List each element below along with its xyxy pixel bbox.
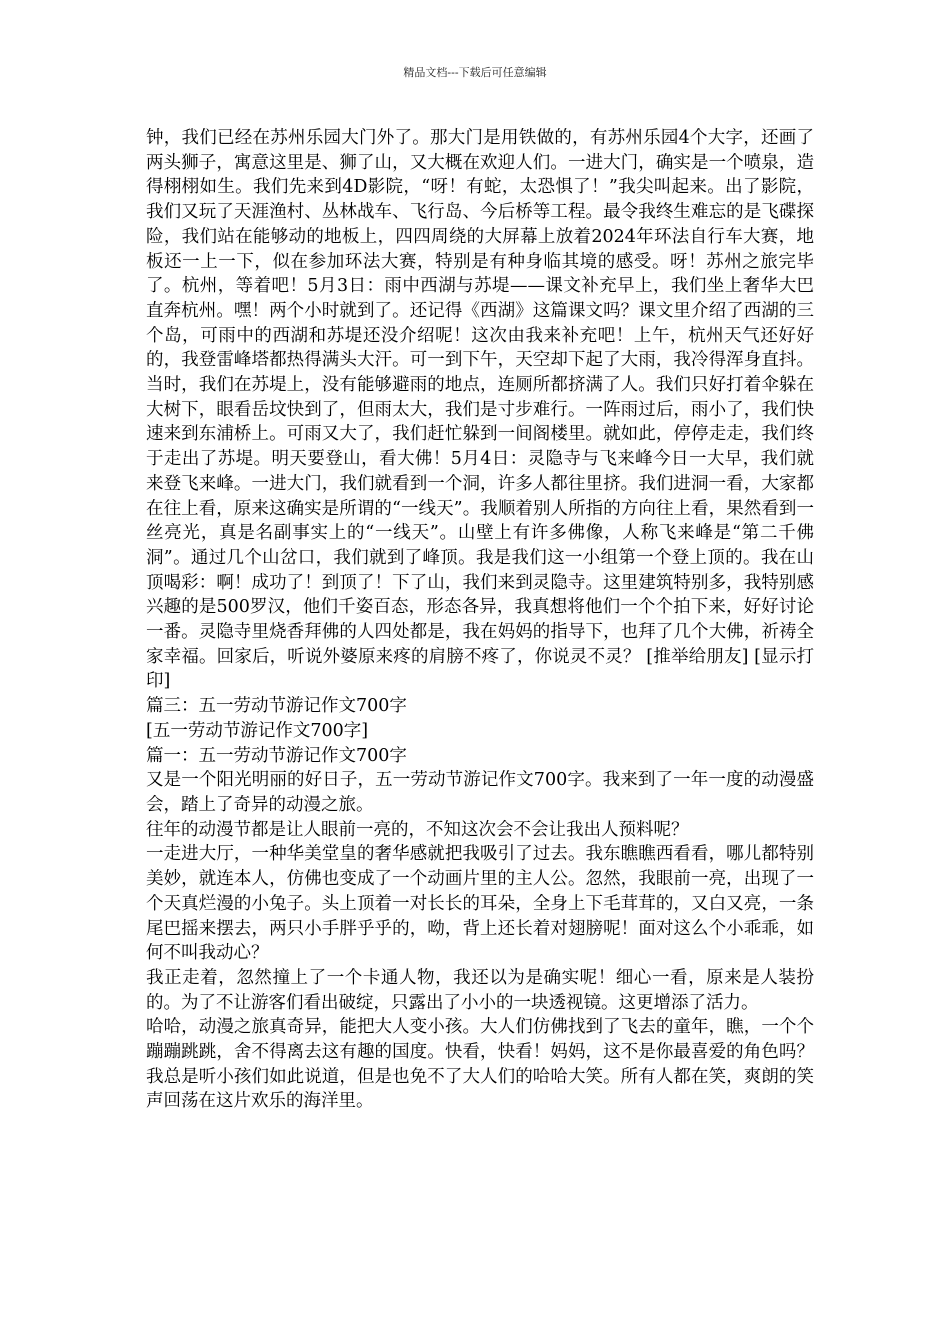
body-paragraph-cartoon: 我正走着，忽然撞上了一个卡通人物，我还以为是确实呢！细心一看，原来是人装扮的。为了不让游客们看出破绽，只露出了小小的一块透视镜。这更增添了活力。 (146, 967, 814, 1013)
bracketed-title: [五一劳动节游记作文700字] (146, 720, 369, 741)
body-paragraph-ending: 哈哈，动漫之旅真奇异，能把大人变小孩。大人们仿佛找到了飞去的童年，瞧，一个个蹦蹦跳跳，舍不得离去这有趣的国度。快看，快看！妈妈，这不是你最喜爱的角色吗？我总是听小孩们如此说道，但是也免不了大人们的哈哈大笑。所有人都在笑，爽朗的笑声回荡在这片欢乐的海洋里。 (146, 1017, 814, 1112)
body-paragraph-intro: 又是一个阳光明丽的好日子，五一劳动节游记作文700字。我来到了一年一度的动漫盛会，踏上了奇异的动漫之旅。 (146, 770, 814, 815)
body-paragraph-expectation: 往年的动漫节都是让人眼前一亮的，不知这次会不会让我出人预料呢？ (146, 819, 689, 840)
body-paragraph-travel-diary: 钟，我们已经在苏州乐园大门外了。那大门是用铁做的，有苏州乐园4个大字，还画了两头狮子，寓意这里是、狮了山，又大概在欢迎人们。一进大门，确实是一个喷泉，造得栩栩如生。我们先来到4D影院，“呀！有蛇，太恐惧了！”我尖叫起来。出了影院，我们又玩了天涯渔村、丛林战车、飞行岛、今后桥等工程。最令我终生难忘的是飞碟探险，我们站在能够动的地板上，四四周绕的大屏幕上放着2024年环法自行车大赛，地板还一上一下，似在参加环法大赛，特别是有种身临其境的感受。呀！苏州之旅完毕了。杭州，等着吧！5月3日：雨中西湖与苏堤——课文补充早上，我们坐上奢华大巴直奔杭州。嘿！两个小时就到了。还记得《西湖》这篇课文吗？课文里介绍了西湖的三个岛，可雨中的西湖和苏堤还没介绍呢！这次由我来补充吧！上午，杭州天气还好好的，我登雷峰塔都热得满头大汗。可一到下午，天空却下起了大雨，我冷得浑身直抖。当时，我们在苏堤上，没有能够避雨的地点，连厕所都挤满了人。我们只好打着伞躲在大树下，眼看岳坟快到了，但雨太大，我们是寸步难行。一阵雨过后，雨小了，我们快速来到东浦桥上。可雨又大了，我们赶忙躲到一间阁楼里。就如此，停停走走，我们终于走出了苏堤。明天要登山，看大佛！5月4日：灵隐寺与飞来峰今日一大早，我们就来登飞来峰。一进大门，我们就看到一个洞，许多人都往里挤。我们进洞一看，大家都在往上看，原来这确实是所谓的“一线天”。我顺着别人所指的方向往上看，果然看到一丝亮光，真是名副事实上的“一线天”。山壁上有许多佛像，人称飞来峰是“第二千佛洞”。通过几个山岔口，我们就到了峰顶。我是我们这一小组第一个登上顶的。我在山顶喝彩：啊！成功了！到顶了！下了山，我们来到灵隐寺。这里建筑特别多，我特别感兴趣的是500罗汉，他们千姿百态，形态各异，我真想将他们一个个拍下来，好好讨论一番。灵隐寺里烧香拜佛的人四处都是，我在妈妈的指导下，也拜了几个大佛，祈祷全家幸福。回家后，听说外婆原来疼的肩膀不疼了，你说灵不灵？ [推举给朋友] [显示打印] (146, 128, 814, 692)
document-body (146, 126, 814, 1114)
section-heading-part-one: 篇一：五一劳动节游记作文700字 (146, 745, 407, 766)
page-header: 精品文档---下载后可任意编辑 (403, 66, 547, 79)
section-heading-part-three: 篇三：五一劳动节游记作文700字 (146, 696, 407, 717)
body-paragraph-hall: 一走进大厅，一种华美堂皇的奢华感就把我吸引了过去。我东瞧瞧西看看，哪儿都特别美妙，就连本人，仿佛也变成了一个动画片里的主人公。忽然，我眼前一亮，出现了一个天真烂漫的小兔子。头上顶着一对长长的耳朵，全身上下毛茸茸的，又白又亮，一条尾巴摇来摆去，两只小手胖乎乎的，呦，背上还长着对翅膀呢！面对这么个小乖乖，如何不叫我动心？ (146, 844, 814, 964)
